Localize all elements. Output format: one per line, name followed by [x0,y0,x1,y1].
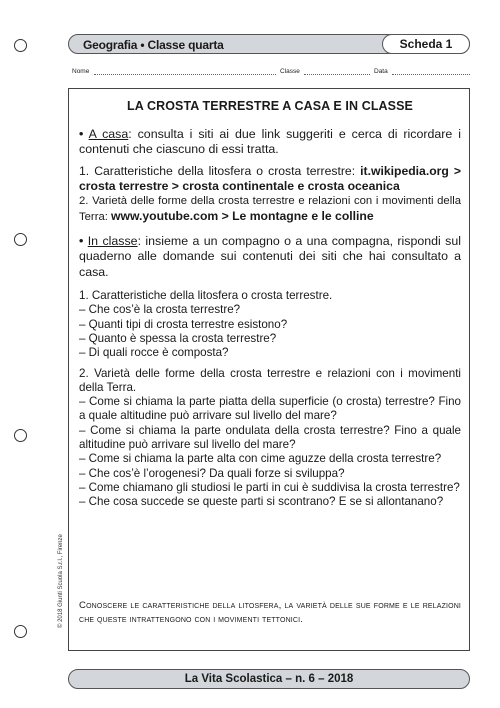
home-instruction [79,127,461,158]
link-2-path: www.youtube.com > Le montagne e le colline [111,208,374,223]
section-2-question: – Come chiamano gli studiosi le parti in cui è suddivisa la crosta terrestre? [79,480,460,494]
binder-hole-3 [14,429,27,442]
section-2-question: – Che cos’è l’orogenesi? Da quali forze si sviluppa? [79,466,345,480]
sheet-label: Scheda 1 [382,34,470,54]
page-footer: La Vita Scolastica – n. 6 – 2018 [68,669,470,689]
section-2-question: – Che cosa succede se queste parti si scontrano? E se si allontanano? [79,495,444,509]
date-label: Data [374,68,388,75]
link-1-path: it.wikipedia.org > crosta terrestre > crosta continentale e crosta oceanica [79,163,462,193]
binder-hole-1 [14,39,27,52]
section-1-title: 1. Caratteristiche della litosfera o crosta terrestre. [79,289,333,303]
name-label: Nome [72,68,90,75]
home-link-1 [79,164,461,194]
class-field[interactable] [304,74,370,75]
binder-hole-2 [14,233,27,246]
copyright-notice: © 2018 Giunti Scuola S.r.l., Firenze [58,534,64,628]
home-instruction-text: : consulta i siti ai due link suggeriti e cerca di ricordare i contenuti che ciascuno di essi tratta. [79,127,461,157]
section-1-question: – Che cos’è la crosta terrestre? [79,303,241,317]
link-2-prefix: 2. Varietà delle forme della crosta terrestre e relazioni con i movimenti della Terra: [79,194,461,223]
worksheet-box [68,88,470,651]
binder-hole-4 [14,625,27,638]
name-class-date-row [72,68,470,78]
section-2-question: – Come si chiama la parte alta con cime aguzze della crosta terrestre? [79,452,442,466]
class-label: In classe [87,233,138,248]
class-label: Classe [280,68,300,75]
name-field[interactable] [94,74,276,75]
section-2-question: – Come si chiama la parte ondulata della crosta terrestre? Fino a quale altitudine può arrivare sul livello del mare? [79,423,461,451]
section-1-question: – Quanto è spessa la crosta terrestre? [79,331,277,345]
class-instruction [79,234,461,280]
bullet-icon: • [79,127,84,141]
home-label: A casa [88,127,129,141]
home-link-2 [79,194,461,225]
worksheet-title: LA CROSTA TERRESTRE A CASA E IN CLASSE [127,99,413,113]
subject-label: Geografia • Classe quarta [83,38,224,52]
section-1-question: – Quanti tipi di crosta terrestre esistono? [79,317,288,331]
page-header [68,34,470,54]
class-instruction-text: : insieme a un compagno o a una compagna, rispondi sul quaderno alle domande sui contenuti dei siti che hai consultato a casa. [79,233,462,279]
worksheet-content [79,97,461,509]
section-2-question: – Come si chiama la parte piatta della superficie (o crosta) terrestre? Fino a quale altitudine può arrivare sul livello del mare? [79,395,461,423]
date-field[interactable] [392,74,470,75]
link-1-prefix: 1. Caratteristiche della litosfera o crosta terrestre: [79,163,361,178]
section-2-title: 2. Varietà delle forme della crosta terrestre e relazioni con i movimenti della Terra. [79,366,461,394]
bullet-icon: • [79,233,84,248]
section-1-question: – Di quali rocce è composta? [79,346,229,360]
learning-objective: Conoscere le caratteristiche della litosfera, la varietà delle sue forme e le relazioni che queste intrattengono con i movimenti tettonici. [79,600,461,625]
